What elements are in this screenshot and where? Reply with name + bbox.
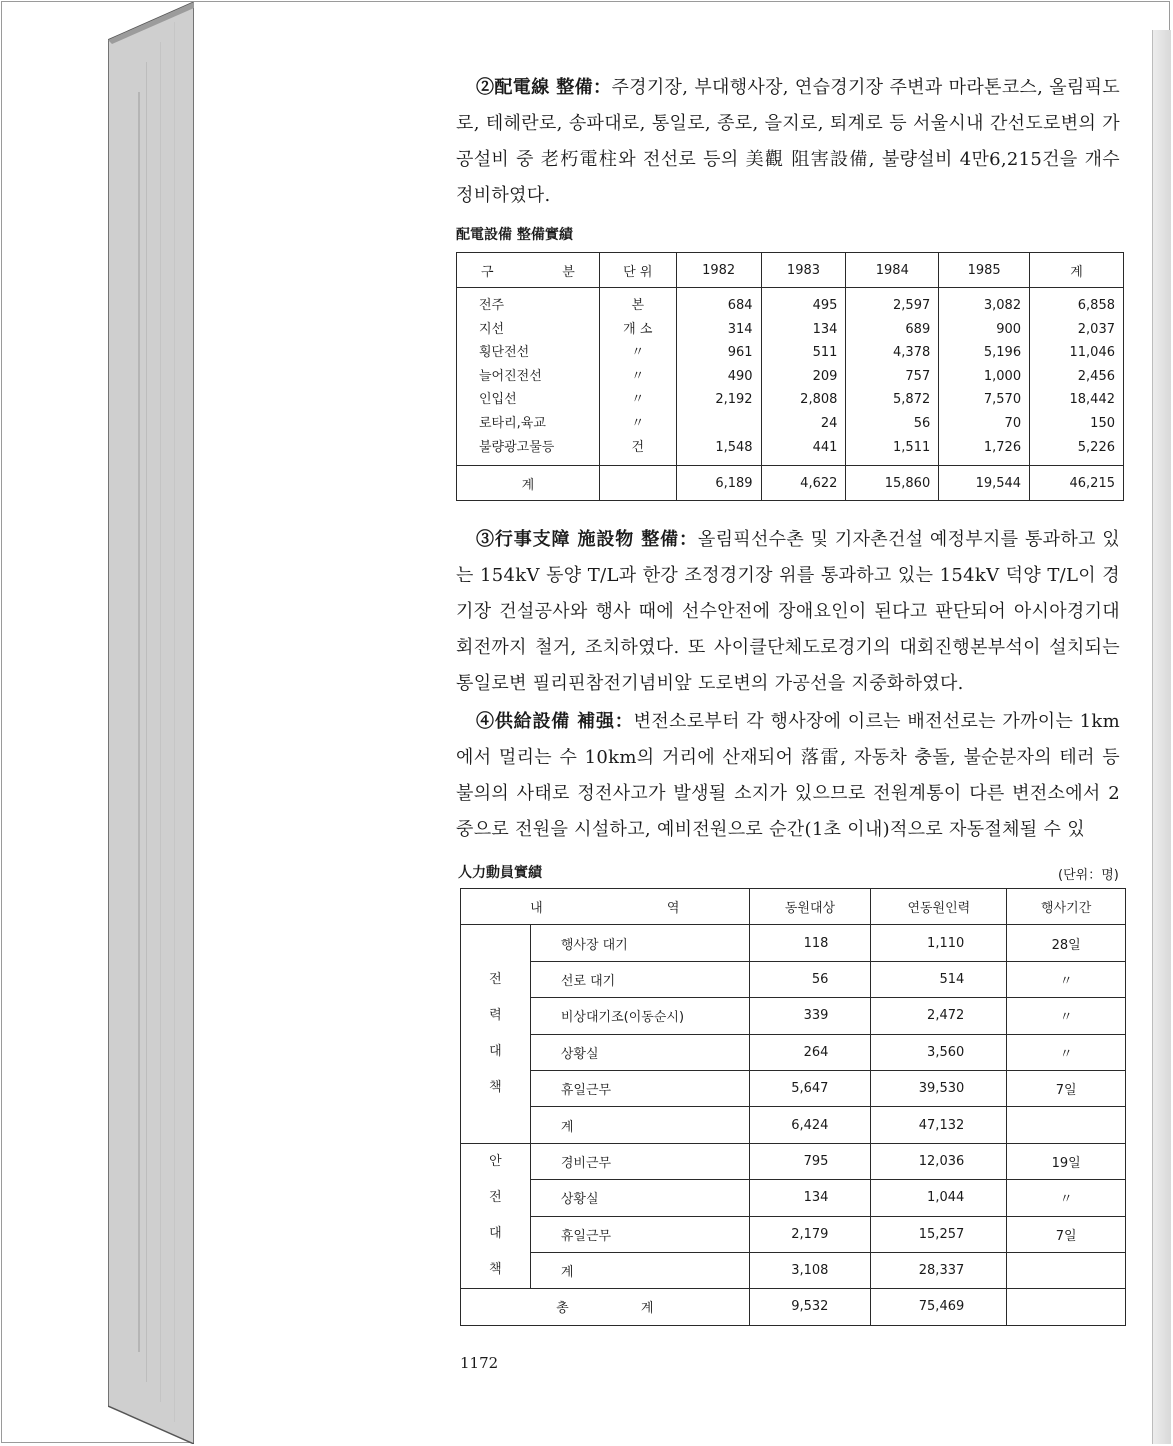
group-label-power — [461, 925, 531, 1143]
value-cell: 757 — [905, 368, 931, 384]
personnel-cell: 47,132 — [871, 1107, 1007, 1143]
column-header: 구 분 — [457, 253, 600, 288]
column-header: 동원대상 — [749, 889, 871, 925]
period-cell: 28일 — [1007, 925, 1126, 961]
period-cell: 7일 — [1007, 1070, 1126, 1106]
total-cell: 15,860 — [846, 466, 939, 501]
value-cell: 150 — [1090, 415, 1115, 431]
row-label: 인입선 — [479, 392, 517, 408]
total-cell: 46,215 — [1030, 466, 1124, 501]
row-label: 늘어진전선 — [479, 368, 542, 384]
table-row — [461, 1216, 1126, 1252]
table-row — [461, 925, 1126, 961]
row-label: 횡단전선 — [479, 345, 530, 361]
unit-cell: 〃 — [631, 415, 645, 431]
column-header: 1984 — [846, 253, 939, 288]
period-cell: 〃 — [1007, 1034, 1126, 1070]
group-label-char: 책 — [489, 1080, 502, 1096]
group-label-char: 책 — [489, 1262, 502, 1278]
item-cell: 선로 대기 — [530, 961, 749, 997]
value-cell: 2,192 — [715, 392, 753, 408]
item-cell: 행사장 대기 — [530, 925, 749, 961]
page-edge — [1152, 30, 1171, 1444]
paragraph-body: 변전소로부터 각 행사장에 이르는 배전선로는 가까이는 1km에서 멀리는 수 10km의 거리에 산재되어 落雷, 자동차 충돌, 불순분자의 테러 등 불의의 사태로 정전사고가 발생될 소지가 있으므로 전원계통이 다른 변전소에서 2중으로 전원을 시설하고, 예비전원으로 순간(1초 이내)적으로 자동절체될 수 있 — [456, 711, 1121, 840]
value-cell: 490 — [727, 368, 753, 384]
value-cell: 24 — [820, 415, 838, 431]
grand-total-row — [461, 1289, 1126, 1325]
personnel-cell: 28,337 — [871, 1252, 1007, 1288]
book-spine — [108, 2, 196, 1444]
value-cell: 1,548 — [715, 439, 753, 455]
value-cell: 5,226 — [1077, 439, 1115, 455]
period-cell — [1007, 1252, 1126, 1288]
unit-cell: 건 — [631, 439, 645, 455]
value-cell: 5,872 — [893, 392, 931, 408]
value-cell: 134 — [812, 321, 838, 337]
value-cell: 689 — [905, 321, 931, 337]
value-cell: 1,000 — [983, 368, 1022, 384]
total-cell: 6,189 — [676, 466, 761, 501]
column-header: 1985 — [939, 253, 1030, 288]
subtotal-row — [461, 1107, 1126, 1143]
value-cell: 1,511 — [893, 439, 931, 455]
value-cell: 70 — [1004, 415, 1022, 431]
group-label-char: 안 — [489, 1154, 502, 1170]
personnel-cell: 514 — [871, 961, 1007, 997]
value-cell: 441 — [812, 439, 838, 455]
table-row — [461, 1034, 1126, 1070]
period-cell — [1007, 1107, 1126, 1143]
group-label-char: 대 — [489, 1044, 502, 1060]
group-label-char: 대 — [489, 1226, 502, 1242]
column-header: 계 — [1030, 253, 1124, 288]
table-header-row — [457, 253, 1124, 288]
value-cell: 2,037 — [1077, 321, 1115, 337]
group-label-char: 전 — [489, 1190, 502, 1206]
unit-cell: 〃 — [631, 392, 645, 408]
column-total — [1030, 288, 1124, 466]
table-row — [461, 961, 1126, 997]
paragraph-distribution-lines — [456, 70, 1120, 214]
item-cell: 휴일근무 — [530, 1070, 749, 1106]
value-cell: 511 — [812, 345, 838, 361]
total-row — [457, 466, 1124, 501]
personnel-cell: 15,257 — [871, 1216, 1007, 1252]
personnel-cell: 12,036 — [871, 1143, 1007, 1179]
column-1985 — [939, 288, 1030, 466]
value-cell: 684 — [727, 298, 753, 313]
target-cell: 118 — [749, 925, 871, 961]
value-cell: 900 — [996, 321, 1022, 337]
period-cell — [1007, 1289, 1126, 1325]
value-cell: 209 — [812, 368, 838, 384]
row-label: 전주 — [479, 298, 505, 313]
document-page — [194, 2, 1152, 1444]
distribution-equipment-table — [456, 252, 1124, 501]
grand-total-label: 총 계 — [461, 1289, 750, 1325]
personnel-cell: 75,469 — [871, 1289, 1007, 1325]
period-cell: 〃 — [1007, 998, 1126, 1034]
personnel-cell: 1,044 — [871, 1180, 1007, 1216]
target-cell: 9,532 — [749, 1289, 871, 1325]
paragraph-body: 올림픽선수촌 및 기자촌건설 예정부지를 통과하고 있는 154kV 동양 T/L과 한강 조정경기장 위를 통과하고 있는 154kV 덕양 T/L이 경기장 건설공사와 행사 때에 선수안전에 장애요인이 된다고 판단되어 아시아경기대회전까지 철거, 조치하였다. 또 사이클단체도로경기의 대회진행본부석이 설치되는 통일로변 필리핀참전기념비앞 도로변의 가공선을 지중화하였다. — [456, 529, 1120, 694]
item-cell: 비상대기조(이동순시) — [530, 998, 749, 1034]
unit-column — [599, 288, 676, 466]
value-cell: 961 — [727, 345, 753, 361]
value-cell: 7,570 — [983, 392, 1022, 408]
table-row — [461, 998, 1126, 1034]
target-cell: 134 — [749, 1180, 871, 1216]
value-cell: 2,808 — [800, 392, 838, 408]
value-cell: 2,597 — [893, 298, 931, 313]
total-cell: 19,544 — [939, 466, 1030, 501]
period-cell: 〃 — [1007, 1180, 1126, 1216]
value-cell: 56 — [913, 415, 931, 431]
value-cell: 495 — [812, 298, 838, 313]
group-label-char: 력 — [489, 1008, 502, 1024]
paragraph-heading: ④供給設備 補强： — [476, 711, 634, 732]
value-cell: 3,082 — [983, 298, 1022, 313]
page-number: 1172 — [460, 1354, 499, 1372]
column-1983 — [761, 288, 846, 466]
target-cell: 795 — [749, 1143, 871, 1179]
target-cell: 264 — [749, 1034, 871, 1070]
row-label: 지선 — [479, 321, 505, 337]
column-header: 1982 — [676, 253, 761, 288]
column-1982 — [676, 288, 761, 466]
value-cell: 18,442 — [1069, 392, 1115, 408]
period-cell: 19일 — [1007, 1143, 1126, 1179]
item-cell: 휴일근무 — [530, 1216, 749, 1252]
total-label: 계 — [457, 466, 600, 501]
unit-cell: 〃 — [631, 345, 645, 361]
group-label-char: 전 — [489, 972, 502, 988]
target-cell: 5,647 — [749, 1070, 871, 1106]
item-cell: 계 — [530, 1107, 749, 1143]
table-header-row — [461, 889, 1126, 925]
label-column — [457, 288, 600, 466]
column-header: 내 역 — [461, 889, 750, 925]
item-cell: 계 — [530, 1252, 749, 1288]
group-label-safety — [461, 1143, 531, 1289]
column-header: 1983 — [761, 253, 846, 288]
target-cell: 339 — [749, 998, 871, 1034]
paragraph-supply-reinforcement — [456, 704, 1120, 848]
table-row — [461, 1070, 1126, 1106]
period-cell: 7일 — [1007, 1216, 1126, 1252]
total-unit — [599, 466, 676, 501]
paragraph-heading: ③行事支障 施設物 整備： — [476, 529, 698, 550]
item-cell: 상황실 — [530, 1034, 749, 1070]
value-cell: 4,378 — [893, 345, 931, 361]
column-header: 단 위 — [599, 253, 676, 288]
personnel-cell: 3,560 — [871, 1034, 1007, 1070]
table2-title: 人力動員實績 — [458, 865, 542, 881]
total-cell: 4,622 — [761, 466, 846, 501]
target-cell: 2,179 — [749, 1216, 871, 1252]
value-cell — [685, 412, 753, 436]
value-cell: 5,196 — [983, 345, 1022, 361]
period-cell: 〃 — [1007, 961, 1126, 997]
paragraph-obstacle-facilities — [456, 522, 1120, 702]
target-cell: 6,424 — [749, 1107, 871, 1143]
paragraph-body: 주경기장, 부대행사장, 연습경기장 주변과 마라톤코스, 올림픽도로, 테헤란로, 송파대로, 통일로, 종로, 을지로, 퇴계로 등 서울시내 간선도로변의 가공설비 중 老朽電柱와 전선로 등의 美觀 阻害設備, 불량설비 4만6,215건을 개수 정비하였다. — [456, 77, 1120, 206]
unit-note: (단위：명) — [1058, 868, 1119, 883]
personnel-cell: 1,110 — [871, 925, 1007, 961]
value-cell: 6,858 — [1077, 298, 1115, 313]
unit-cell: 개 소 — [623, 321, 653, 337]
target-cell: 56 — [749, 961, 871, 997]
target-cell: 3,108 — [749, 1252, 871, 1288]
unit-cell: 본 — [631, 298, 645, 313]
item-cell: 경비근무 — [530, 1143, 749, 1179]
value-cell: 1,726 — [983, 439, 1022, 455]
table-row — [461, 1143, 1126, 1179]
paragraph-heading: ②配電線 整備： — [476, 77, 612, 98]
row-label: 불량광고물등 — [479, 439, 555, 455]
value-cell: 11,046 — [1069, 345, 1115, 361]
manpower-mobilization-table — [460, 888, 1126, 1326]
unit-cell: 〃 — [631, 368, 645, 384]
column-header: 행사기간 — [1007, 889, 1126, 925]
row-label: 로타리,육교 — [479, 415, 546, 431]
value-cell: 314 — [727, 321, 753, 337]
table-row — [461, 1180, 1126, 1216]
value-cell: 2,456 — [1077, 368, 1115, 384]
column-1984 — [846, 288, 939, 466]
subtotal-row — [461, 1252, 1126, 1288]
item-cell: 상황실 — [530, 1180, 749, 1216]
personnel-cell: 2,472 — [871, 998, 1007, 1034]
personnel-cell: 39,530 — [871, 1070, 1007, 1106]
table-body-row — [457, 288, 1124, 466]
table1-title: 配電設備 整備實績 — [456, 227, 573, 243]
column-header: 연동원인력 — [871, 889, 1007, 925]
